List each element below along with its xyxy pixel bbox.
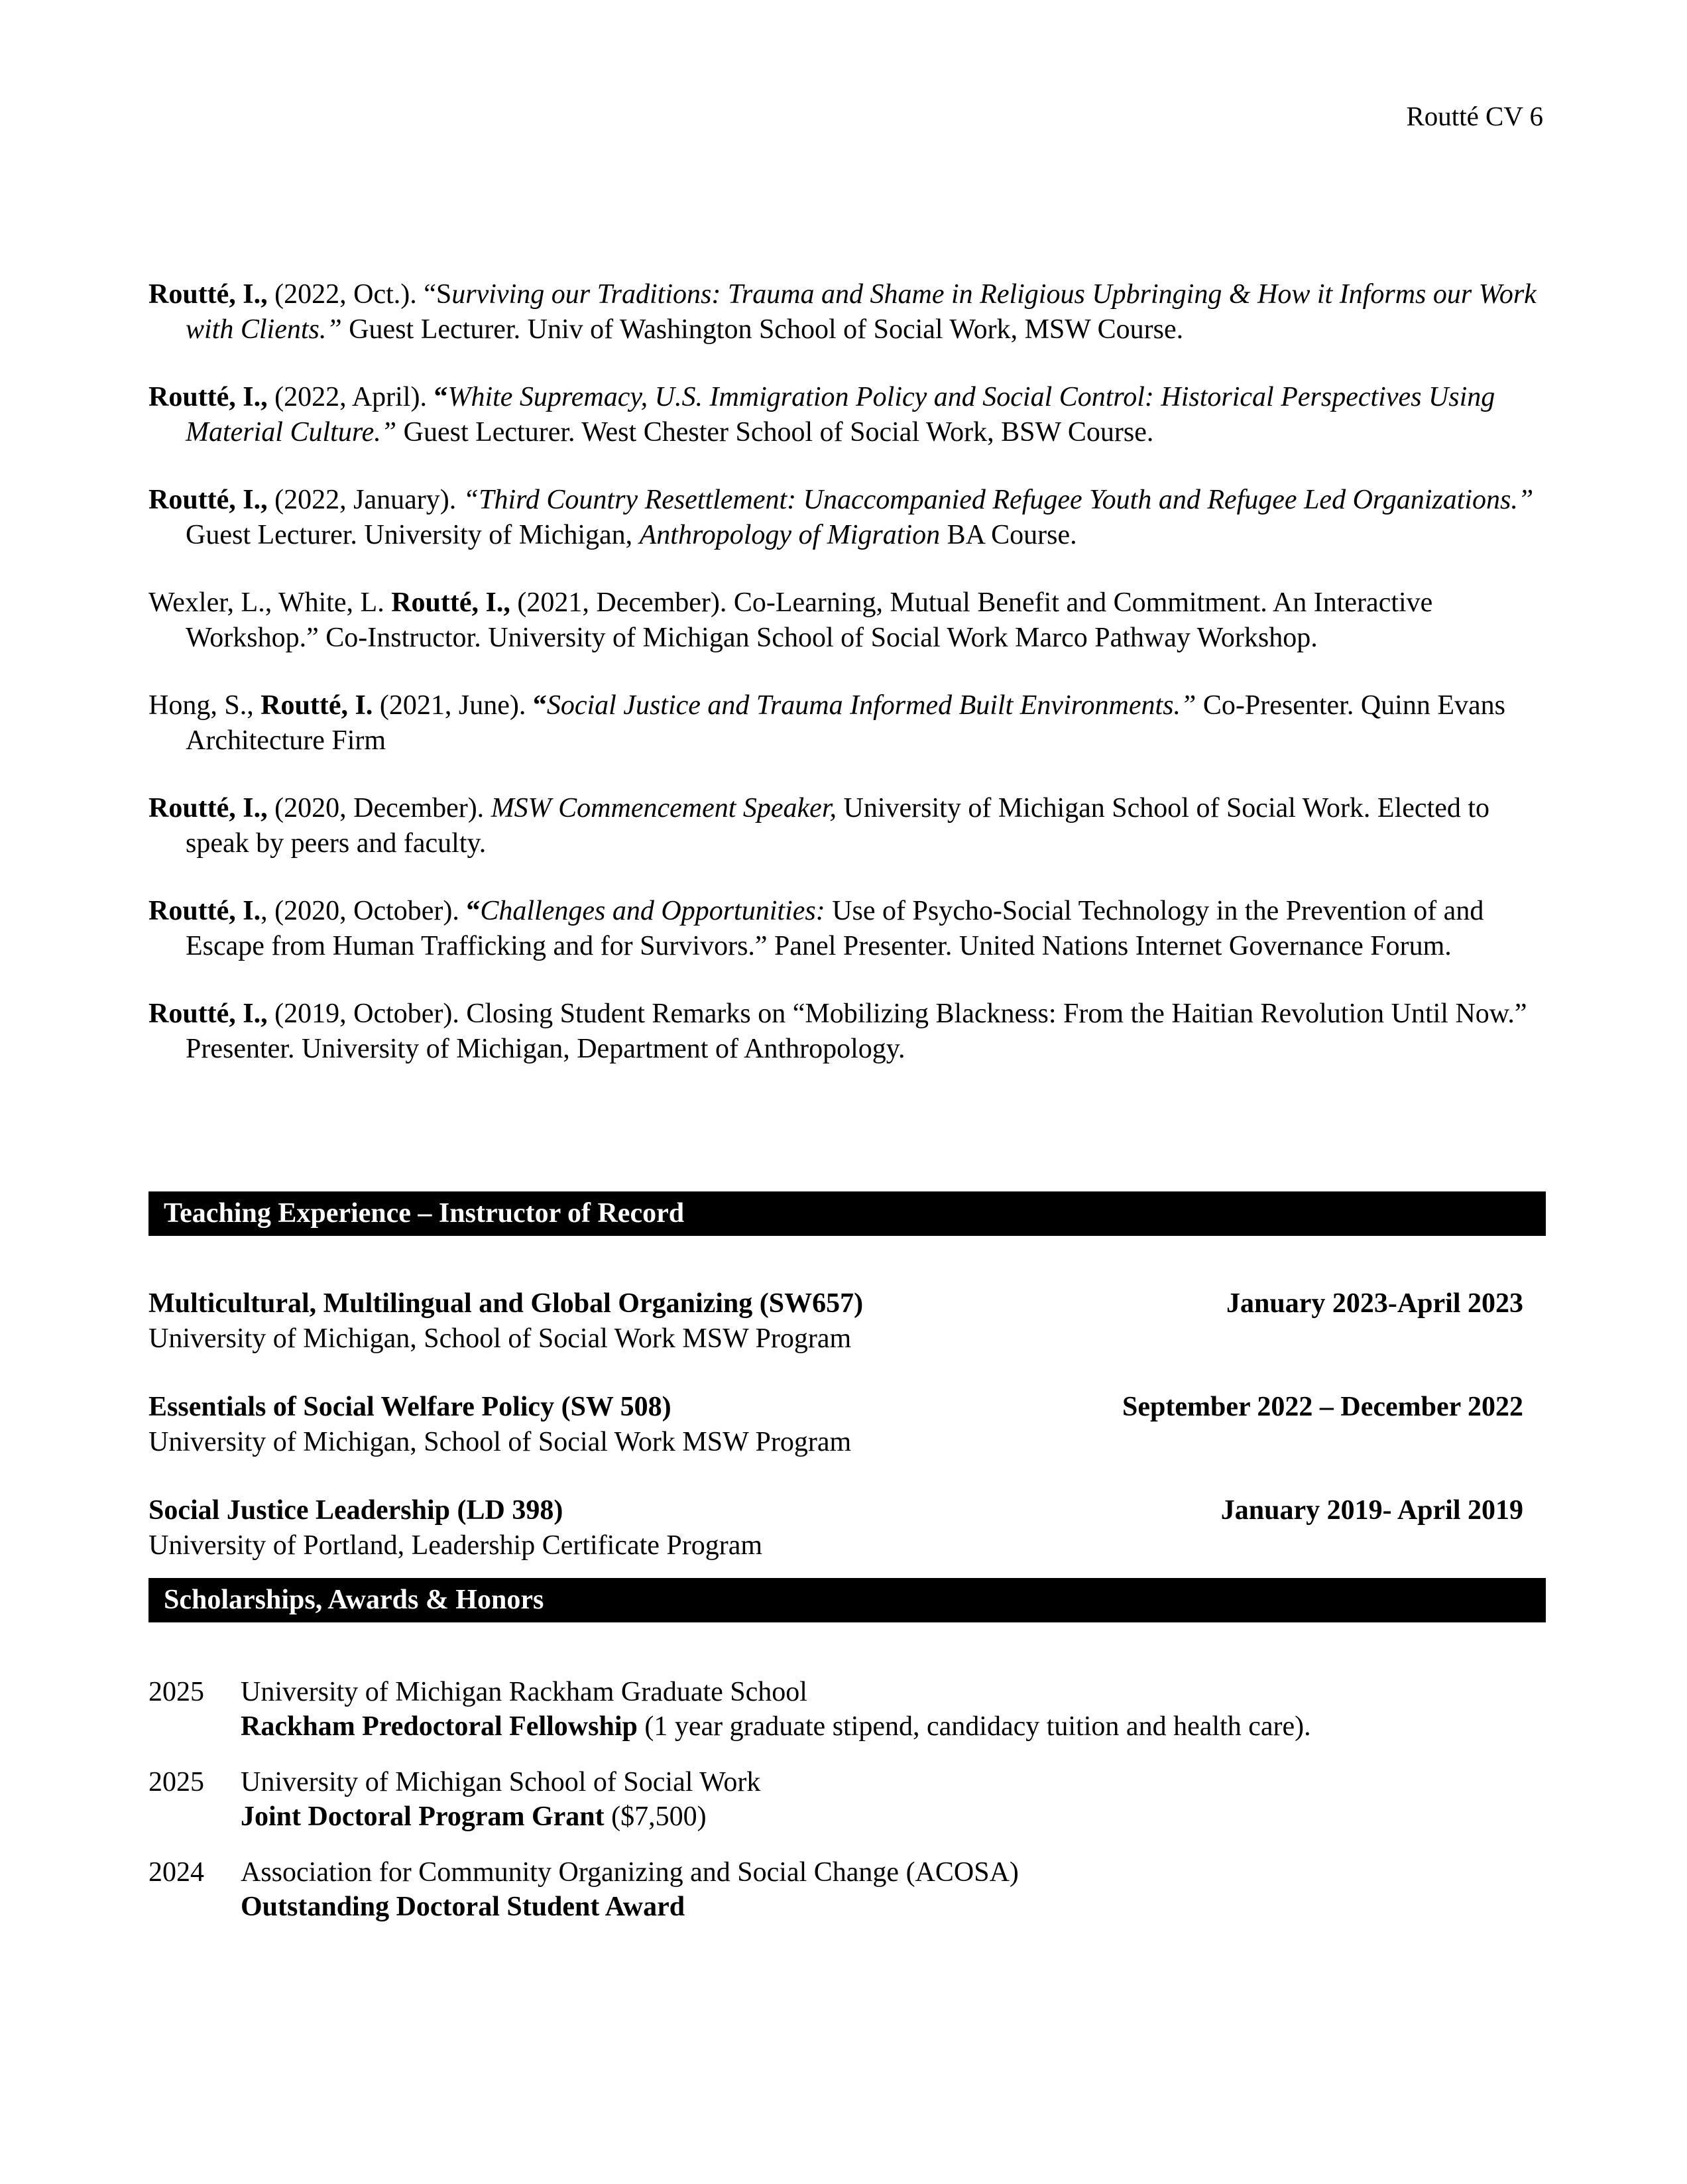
course-title: Essentials of Social Welfare Policy (SW 508) (148, 1392, 671, 1422)
presentation-entry: Routté, I., (2020, October). “Challenges and Opportunities: Use of Psycho-Social Technology in the Prevention of and Escape from Human Trafficking and for Survivors.” Panel Presenter. United Nations Internet Governance Forum. (148, 896, 1484, 961)
teaching-list (148, 1286, 1523, 1597)
award-item (148, 1675, 1546, 1744)
award-year: 2025 (148, 1767, 204, 1797)
course-item (148, 1286, 1523, 1357)
presentation-entry: Routté, I., (2022, January). “Third Country Resettlement: Unaccompanied Refugee Youth and Refugee Led Organizations.” Guest Lecturer. University of Michigan, Anthropology of Migration BA Course. (148, 485, 1534, 550)
presentation-entry: Routté, I., (2022, April). “White Supremacy, U.S. Immigration Policy and Social Control: Historical Perspectives Using Material Culture.” Guest Lecturer. West Chester School of Social Work, BSW Course. (148, 382, 1495, 448)
course-item (148, 1493, 1523, 1563)
course-institution: University of Michigan, School of Social Work MSW Program (148, 1323, 852, 1354)
award-detail: ($7,500) (604, 1801, 707, 1832)
presentation-entry: Routté, I., (2020, December). MSW Commencement Speaker, University of Michigan School of Social Work. Elected to speak by peers and faculty. (148, 793, 1490, 859)
course-dates: September 2022 – December 2022 (1122, 1392, 1523, 1422)
presentation-entry: Wexler, L., White, L. Routté, I., (2021, December). Co-Learning, Mutual Benefit and Commitment. An Interactive Workshop.” Co-Instructor. University of Michigan School of Social Work Marco Pathway Workshop. (148, 587, 1433, 653)
award-organization: University of Michigan School of Social Work (241, 1767, 761, 1797)
course-title: Multicultural, Multilingual and Global Organizing (SW657) (148, 1288, 864, 1319)
presentation-entry: Hong, S., Routté, I. (2021, June). “Social Justice and Trauma Informed Built Environments.” Co-Presenter. Quinn Evans Architecture Firm (148, 690, 1505, 756)
presentation-entry: Routté, I., (2022, Oct.). “Surviving our Traditions: Trauma and Shame in Religious Upbringing & How it Informs our Work with Clients.” Guest Lecturer. Univ of Washington School of Social Work, MSW Course. (148, 279, 1537, 345)
award-detail: (1 year graduate stipend, candidacy tuition and health care). (637, 1711, 1311, 1742)
award-name: Joint Doctoral Program Grant (241, 1801, 605, 1832)
award-item (148, 1855, 1546, 1924)
award-name: Rackham Predoctoral Fellowship (241, 1711, 638, 1742)
course-institution: University of Portland, Leadership Certificate Program (148, 1530, 763, 1561)
awards-list (148, 1675, 1546, 1945)
award-organization: Association for Community Organizing and Social Change (ACOSA) (241, 1857, 1019, 1888)
award-name: Outstanding Doctoral Student Award (241, 1892, 685, 1922)
course-dates: January 2023-April 2023 (1226, 1288, 1523, 1319)
award-item (148, 1765, 1546, 1834)
presentations-list (148, 277, 1547, 1099)
presentation-entry: Routté, I., (2019, October). Closing Student Remarks on “Mobilizing Blackness: From the Haitian Revolution Until Now.” Presenter. University of Michigan, Department of Anthropology. (148, 999, 1527, 1064)
course-dates: January 2019- April 2019 (1220, 1495, 1523, 1526)
awards-section-heading: Scholarships, Awards & Honors (148, 1578, 1546, 1622)
course-item (148, 1390, 1523, 1460)
award-year: 2024 (148, 1857, 204, 1888)
award-year: 2025 (148, 1677, 204, 1707)
page-header: Routté CV 6 (1406, 101, 1543, 131)
teaching-section-heading: Teaching Experience – Instructor of Record (148, 1191, 1546, 1236)
award-organization: University of Michigan Rackham Graduate School (241, 1677, 807, 1707)
course-title: Social Justice Leadership (LD 398) (148, 1495, 563, 1526)
course-institution: University of Michigan, School of Social Work MSW Program (148, 1427, 852, 1457)
